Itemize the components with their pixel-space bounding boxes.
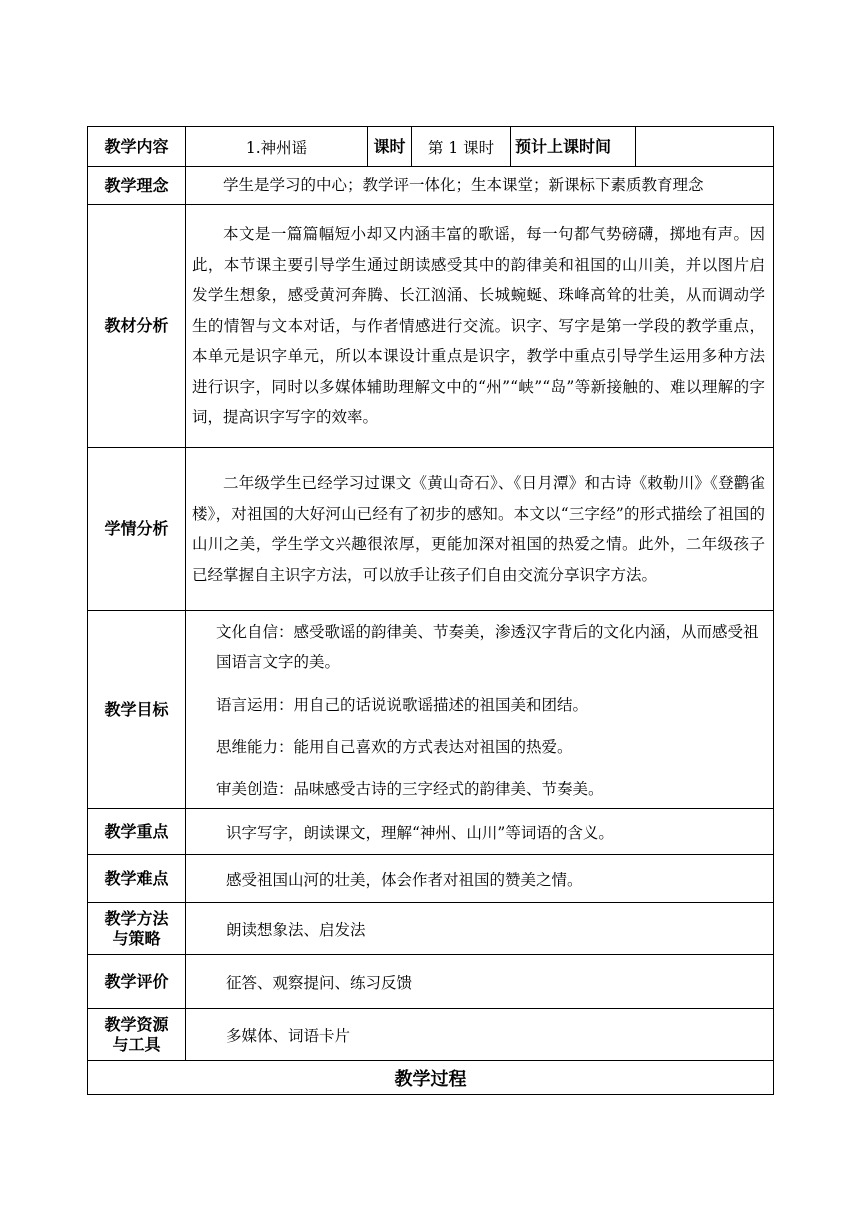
row-methods xyxy=(88,903,774,955)
period-value: 第 1 课时 xyxy=(412,127,511,167)
label-resources-line2: 与工具 xyxy=(112,1034,161,1054)
label-content: 教学内容 xyxy=(88,127,186,167)
row-goals xyxy=(88,611,774,809)
label-methods-line1: 教学方法 xyxy=(104,908,169,928)
concept-text: 学生是学习的中心；教学评一体化；生本课堂；新课标下素质教育理念 xyxy=(186,167,774,205)
lesson-plan-page xyxy=(87,126,773,1095)
label-resources-line1: 教学资源 xyxy=(104,1014,169,1034)
textbook-analysis-text: 本文是一篇篇幅短小却又内涵丰富的歌谣，每一句都气势磅礴，掷地有声。因此，本节课主要引导学生通过朗读感受其中的韵律美和祖国的山川美，并以图片启发学生想象，感受黄河奔腾、长江汹涌、长城蜿蜒、珠峰高耸的壮美，从而调动学生的情智与文本对话，与作者情感进行交流。识字、写字是第一学段的教学重点，本单元是识字单元，所以本课设计重点是识字，教学中重点引导学生运用多种方法进行识字，同时以多媒体辅助理解文中的“州”“峡”“岛”等新接触的、难以理解的字词，提高识字写字的效率。 xyxy=(186,205,774,448)
label-methods-line2: 与策略 xyxy=(112,928,161,948)
label-student-analysis: 学情分析 xyxy=(88,448,186,611)
difficulties-text: 感受祖国山河的壮美，体会作者对祖国的赞美之情。 xyxy=(186,855,774,903)
label-key-points: 教学重点 xyxy=(88,809,186,855)
lesson-plan-table xyxy=(87,126,774,1095)
planned-time-value xyxy=(636,127,774,167)
label-resources xyxy=(88,1009,186,1061)
label-difficulties: 教学难点 xyxy=(88,855,186,903)
evaluation-text: 征答、观察提问、练习反馈 xyxy=(186,955,774,1009)
row-concept xyxy=(88,167,774,205)
goals-cell xyxy=(186,611,774,809)
methods-text: 朗读想象法、启发法 xyxy=(186,903,774,955)
row-process xyxy=(88,1061,774,1095)
goal-item-aesthetics: 审美创造：品味感受古诗的三字经式的韵律美、节奏美。 xyxy=(216,779,604,798)
label-textbook-analysis: 教材分析 xyxy=(88,205,186,448)
goal-item-thinking: 思维能力：能用自己喜欢的方式表达对祖国的热爱。 xyxy=(216,737,573,756)
label-concept: 教学理念 xyxy=(88,167,186,205)
row-textbook-analysis xyxy=(88,205,774,448)
process-heading: 教学过程 xyxy=(88,1061,774,1095)
row-evaluation xyxy=(88,955,774,1009)
row-key-points xyxy=(88,809,774,855)
label-goals: 教学目标 xyxy=(88,611,186,809)
label-period: 课时 xyxy=(368,127,412,167)
key-points-text: 识字写字，朗读课文，理解“神州、山川”等词语的含义。 xyxy=(186,809,774,855)
label-evaluation: 教学评价 xyxy=(88,955,186,1009)
label-methods xyxy=(88,903,186,955)
goal-item-culture: 文化自信：感受歌谣的韵律美、节奏美，渗透汉字背后的文化内涵，从而感受祖国语言文字的美。 xyxy=(216,622,759,671)
label-planned-time: 预计上课时间 xyxy=(511,127,636,167)
resources-text: 多媒体、词语卡片 xyxy=(186,1009,774,1061)
row-difficulties xyxy=(88,855,774,903)
lesson-title: 1.神州谣 xyxy=(186,127,368,167)
row-student-analysis xyxy=(88,448,774,611)
row-resources xyxy=(88,1009,774,1061)
row-content xyxy=(88,127,774,167)
goal-item-language: 语言运用：用自己的话说说歌谣描述的祖国美和团结。 xyxy=(216,695,589,714)
student-analysis-text: 二年级学生已经学习过课文《黄山奇石》、《日月潭》和古诗《敕勒川》《登鹳雀楼》，对祖国的大好河山已经有了初步的感知。本文以“三字经”的形式描绘了祖国的山川之美，学生学文兴趣很浓厚，更能加深对祖国的热爱之情。此外，二年级孩子已经掌握自主识字方法，可以放手让孩子们自由交流分享识字方法。 xyxy=(186,448,774,611)
